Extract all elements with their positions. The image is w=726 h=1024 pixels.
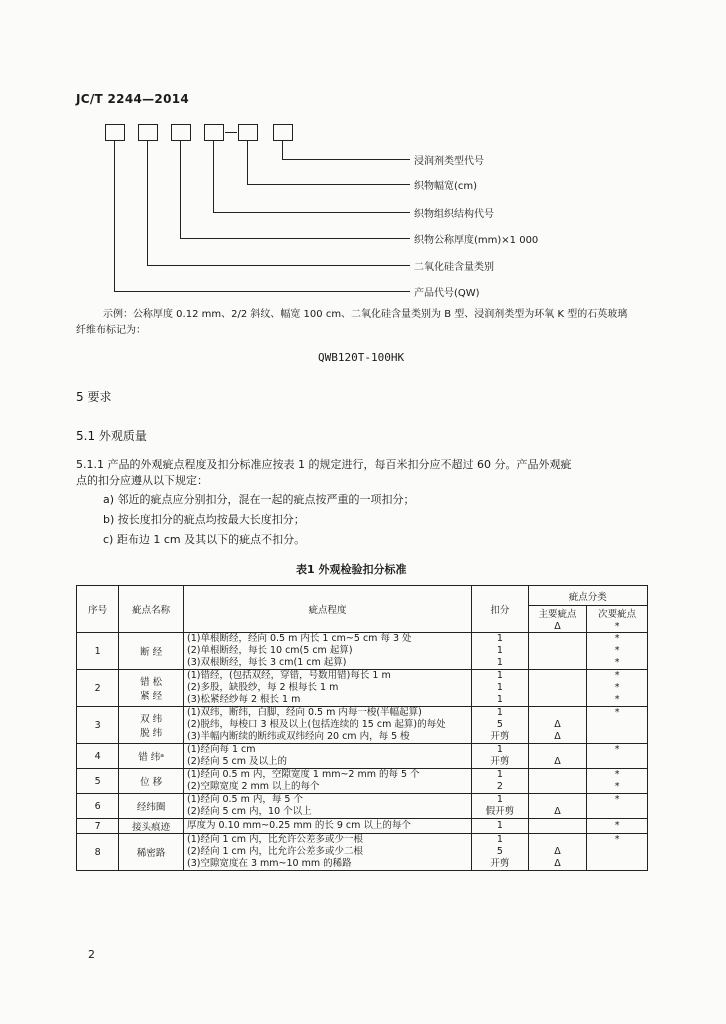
major-defect — [528, 707, 587, 744]
minor-defect — [587, 834, 648, 871]
minor-line: * — [614, 781, 620, 792]
deduction — [472, 819, 529, 834]
header-deduction: 扣分 — [472, 586, 529, 633]
row-no: 2 — [77, 670, 119, 707]
minor-defect — [587, 794, 648, 819]
degree-line: (1)错经，(包括双经，穿错，号数用错)每长 1 m — [186, 670, 391, 681]
table-caption: 表1 外观检验扣分标准 — [296, 563, 407, 576]
defect-name: 断 经 — [119, 633, 184, 670]
minor-line: * — [614, 670, 620, 681]
minor-line — [590, 858, 644, 870]
deduction-line: 1 — [496, 657, 503, 668]
deduction-line: 假开剪 — [485, 806, 515, 817]
minor-defect — [587, 633, 648, 670]
major-line: Δ — [554, 731, 561, 742]
minor-line — [590, 846, 644, 858]
row-no: 8 — [77, 834, 119, 871]
degree-line: (1)经向 0.5 m 内，每 5 个 — [186, 794, 303, 805]
row-no: 4 — [77, 744, 119, 769]
code-box-4 — [204, 124, 224, 141]
major-defect — [528, 834, 587, 871]
major-line — [532, 657, 584, 669]
defect-degree — [183, 707, 471, 744]
minor-line: * — [614, 657, 620, 668]
minor-line: * — [614, 744, 620, 755]
major-line — [532, 744, 584, 756]
defect-table — [76, 585, 648, 871]
clause-5-1-1-line-2: 点的扣分应遵从以下规定： — [76, 474, 208, 487]
label-silica-class: 二氧化硅含量类别 — [414, 262, 494, 273]
table-row — [77, 707, 648, 744]
deduction-line: 5 — [496, 846, 503, 857]
deduction-line: 1 — [496, 682, 503, 693]
example-code: QWB120T-100HK — [318, 351, 405, 364]
table-row — [77, 633, 648, 670]
defect-name: 稀密路 — [119, 834, 184, 871]
deduction — [472, 744, 529, 769]
header-minor: 次要疵点 — [587, 606, 648, 621]
degree-line: (2)经向 1 cm 内，比允许公差多或少二根 — [186, 846, 364, 857]
minor-line: * — [614, 633, 620, 644]
deduction-line: 1 — [496, 769, 503, 780]
degree-line: (2)经向 5 cm 及以上的 — [186, 756, 288, 767]
degree-line: (1)双纬，断纬，白脚，经向 0.5 m 内每一梭(半幅起算) — [186, 707, 422, 718]
degree-line: (2)多股，缺股纱，每 2 根每长 1 m — [186, 682, 339, 693]
major-defect — [528, 744, 587, 769]
header-major: 主要疵点 — [528, 606, 587, 621]
table-row — [77, 769, 648, 794]
header-classification: 疵点分类 — [528, 586, 647, 606]
minor-line: * — [614, 794, 620, 805]
deduction-line: 2 — [496, 781, 503, 792]
minor-line: * — [614, 707, 620, 718]
deduction-line: 1 — [496, 645, 503, 656]
major-line — [532, 707, 584, 719]
degree-line: (2)单根断经，每长 10 cm(5 cm 起算) — [186, 645, 353, 656]
degree-line: (1)经向 0.5 m 内，空隙宽度 1 mm~2 mm 的每 5 个 — [186, 769, 420, 780]
deduction-line: 1 — [496, 707, 503, 718]
code-box-3 — [171, 124, 191, 141]
section-5-1-title: 5.1 外观质量 — [76, 429, 147, 443]
minor-line — [590, 731, 644, 743]
deduction-line: 开剪 — [490, 858, 510, 869]
label-sizing-type: 浸润剂类型代号 — [414, 156, 484, 167]
minor-line: * — [614, 694, 620, 705]
row-no: 7 — [77, 819, 119, 834]
clause-item-b: b) 按长度扣分的疵点均按最大长度扣分； — [103, 513, 305, 526]
defect-name: 双 纬 脱 纬 — [119, 707, 184, 744]
minor-line: * — [614, 820, 620, 831]
defect-name: 错 纬ᵃ — [119, 744, 184, 769]
code-box-1 — [105, 124, 125, 141]
major-line — [532, 633, 584, 645]
major-line: Δ — [554, 806, 561, 817]
major-line: Δ — [554, 858, 561, 869]
defect-name: 错 松 紧 经 — [119, 670, 184, 707]
clause-item-a: a) 邻近的疵点应分别扣分，混在一起的疵点按严重的一项扣分； — [103, 493, 415, 506]
degree-line: (3)半幅内断续的断纬或双纬经向 20 cm 内，每 5 梭 — [186, 731, 410, 742]
degree-line: (1)经向 1 cm 内，比允许公差多或少一根 — [186, 834, 364, 845]
label-width: 织物幅宽(cm) — [414, 181, 478, 192]
minor-line: * — [614, 645, 620, 656]
deduction-line: 1 — [496, 820, 503, 831]
example-line-2: 纤维布标记为： — [76, 325, 146, 336]
minor-line: * — [614, 682, 620, 693]
deduction-line: 开剪 — [490, 731, 510, 742]
major-line — [532, 834, 584, 846]
major-defect — [528, 819, 587, 834]
row-no: 5 — [77, 769, 119, 794]
header-degree: 疵点程度 — [183, 586, 471, 633]
degree-line: (2)空隙宽度 2 mm 以上的每个 — [186, 781, 320, 792]
degree-line: (3)双根断经，每长 3 cm(1 cm 起算) — [186, 657, 347, 668]
major-line — [532, 794, 584, 806]
minor-defect — [587, 819, 648, 834]
standard-number: JC/T 2244—2014 — [76, 92, 190, 106]
header-minor-mark: * — [587, 620, 648, 633]
deduction — [472, 834, 529, 871]
deduction-line: 1 — [496, 794, 503, 805]
row-no: 6 — [77, 794, 119, 819]
major-line: Δ — [554, 719, 561, 730]
major-line — [532, 781, 584, 793]
defect-degree — [183, 794, 471, 819]
deduction-line: 1 — [496, 744, 503, 755]
major-line: Δ — [554, 756, 561, 767]
major-defect — [528, 670, 587, 707]
deduction-line: 1 — [496, 694, 503, 705]
major-line — [532, 670, 584, 682]
degree-line: (1)经向每 1 cm — [186, 744, 256, 755]
code-separator — [225, 132, 237, 133]
major-line — [532, 645, 584, 657]
defect-name: 经纬圈 — [119, 794, 184, 819]
major-defect — [528, 769, 587, 794]
defect-degree — [183, 670, 471, 707]
deduction-line: 1 — [496, 834, 503, 845]
label-weave-code: 织物组织结构代号 — [414, 209, 494, 220]
section-5-title: 5 要求 — [76, 390, 112, 404]
label-product-code: 产品代号(QW) — [414, 288, 480, 299]
deduction-line: 1 — [496, 633, 503, 644]
label-thickness: 织物公称厚度(mm)×1 000 — [414, 235, 539, 246]
defect-name: 位 移 — [119, 769, 184, 794]
major-line — [532, 769, 584, 781]
defect-degree — [183, 819, 471, 834]
degree-line: (1)单根断经，经向 0.5 m 内长 1 cm~5 cm 每 3 处 — [186, 633, 412, 644]
minor-line: * — [614, 769, 620, 780]
deduction — [472, 707, 529, 744]
defect-degree — [183, 834, 471, 871]
degree-line: (2)经向 5 cm 内，10 个以上 — [186, 806, 312, 817]
degree-line: (2)脱纬，每梭口 3 根及以上(包括连续的 15 cm 起算)的每处 — [186, 719, 446, 730]
major-defect — [528, 633, 587, 670]
code-box-6 — [273, 124, 293, 141]
minor-defect — [587, 670, 648, 707]
minor-defect — [587, 744, 648, 769]
major-defect — [528, 794, 587, 819]
header-name: 疵点名称 — [119, 586, 184, 633]
minor-line: * — [614, 834, 620, 845]
degree-line: 厚度为 0.10 mm~0.25 mm 的长 9 cm 以上的每个 — [186, 820, 411, 831]
major-line — [532, 694, 584, 706]
page-number: 2 — [88, 948, 95, 961]
defect-degree — [183, 744, 471, 769]
major-line — [532, 820, 584, 832]
degree-line: (3)空隙宽度在 3 mm~10 mm 的稀路 — [186, 858, 352, 869]
minor-defect — [587, 707, 648, 744]
code-box-5 — [238, 124, 258, 141]
row-no: 1 — [77, 633, 119, 670]
table-row — [77, 744, 648, 769]
deduction — [472, 794, 529, 819]
minor-line — [590, 806, 644, 818]
deduction-line: 开剪 — [490, 756, 510, 767]
deduction-line: 5 — [496, 719, 503, 730]
header-major-mark: Δ — [528, 620, 587, 633]
table-row — [77, 834, 648, 871]
code-box-2 — [138, 124, 158, 141]
deduction-line: 1 — [496, 670, 503, 681]
table-row — [77, 819, 648, 834]
table-row — [77, 670, 648, 707]
deduction — [472, 633, 529, 670]
major-line — [532, 682, 584, 694]
header-no: 序号 — [77, 586, 119, 633]
clause-item-c: c) 距布边 1 cm 及其以下的疵点不扣分。 — [103, 533, 306, 546]
deduction — [472, 769, 529, 794]
major-line: Δ — [554, 846, 561, 857]
degree-line: (3)松紧经纱每 2 根长 1 m — [186, 694, 301, 705]
minor-defect — [587, 769, 648, 794]
example-line-1: 示例：公称厚度 0.12 mm、2/2 斜纹、幅宽 100 cm、二氧化硅含量类别为 B 型、浸润剂类型为环氧 K 型的石英玻璃 — [103, 309, 628, 320]
deduction — [472, 670, 529, 707]
minor-line — [590, 756, 644, 768]
defect-degree — [183, 769, 471, 794]
defect-name: 接头痕迹 — [119, 819, 184, 834]
minor-line — [590, 719, 644, 731]
table-row — [77, 794, 648, 819]
row-no: 3 — [77, 707, 119, 744]
clause-5-1-1-line-1: 5.1.1 产品的外观疵点程度及扣分标准应按表 1 的规定进行，每百米扣分应不超过 60 分。产品外观疵 — [76, 458, 572, 471]
defect-degree — [183, 633, 471, 670]
